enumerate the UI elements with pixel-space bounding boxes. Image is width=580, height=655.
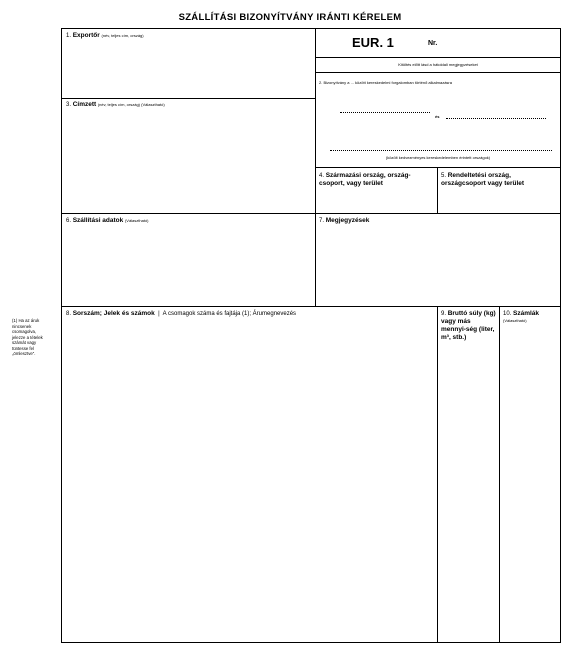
box-8-label-2: A csomagok száma és fajtája (1); Árumegnevezés <box>162 311 297 317</box>
box-5-number: 5. <box>441 173 447 179</box>
divider-4-5 <box>437 167 438 214</box>
box-2-and: és <box>435 114 440 119</box>
box-2-label: Bizonyítvány a ... között kereskedelmi forgalomban történő alkalmazásra <box>323 80 452 85</box>
box-4-origin <box>319 172 434 188</box>
box-9-weight <box>441 310 496 342</box>
nr-label: Nr. <box>428 40 438 47</box>
box-8-separator: | <box>158 311 160 317</box>
box-1-note: (név, teljes cím, ország) <box>101 33 144 38</box>
divider-1-3 <box>61 98 316 99</box>
box-4-label: Származási ország, ország-csoport, vagy terület <box>319 172 411 187</box>
box-4-number: 4. <box>319 173 325 179</box>
box-2-certificate <box>319 80 555 85</box>
box-2-number: 2. <box>319 80 323 85</box>
frame-left <box>61 28 62 643</box>
box-7-number: 7. <box>319 218 325 224</box>
divider-instr-2 <box>315 72 561 73</box>
box-1-label: Exportőr <box>72 32 100 39</box>
box-7-label: Megjegyzések <box>325 217 370 224</box>
form-title: SZÁLLÍTÁSI BIZONYÍTVÁNY IRÁNTI KÉRELEM <box>178 12 402 23</box>
box-10-number: 10. <box>503 311 512 317</box>
frame-bottom <box>61 642 561 643</box>
frame-top <box>61 28 561 29</box>
box-9-label: Bruttó súly (kg) vagy más mennyi-ség (liter, m³, stb.) <box>441 310 496 341</box>
divider-45-7 <box>315 213 561 214</box>
box-3-number: 3. <box>66 102 72 108</box>
eur-code: EUR. 1 <box>352 35 394 50</box>
box-8-items <box>66 310 434 318</box>
box-5-label: Rendeltetési ország, országcsoport vagy terület <box>441 172 525 187</box>
instruction-note: Kitöltés előtt lásd a hátoldali megjegyzéseket <box>398 62 478 67</box>
frame-right <box>560 28 561 643</box>
divider-upper-lower <box>61 306 561 307</box>
divider-2-4 <box>315 167 561 168</box>
box-10-label: Számlák <box>513 310 540 317</box>
box-10-invoices <box>503 310 558 325</box>
box-8-number: 8. <box>66 311 72 317</box>
box-6-note: (Választható) <box>124 218 149 223</box>
box-3-note: (név, teljes cím, ország) (Választható) <box>97 102 165 107</box>
box-2-dotline-right <box>446 118 546 119</box>
box-7-remarks <box>319 217 369 225</box>
box-1-number: 1. <box>66 33 72 39</box>
divider-eur-instr <box>315 57 561 58</box>
box-3-label: Címzett <box>72 101 97 108</box>
divider-9-10 <box>499 306 500 643</box>
box-6-transport <box>66 217 149 225</box>
divider-8-9 <box>437 306 438 643</box>
box-2-dotline-left <box>340 112 430 113</box>
box-9-number: 9. <box>441 311 447 317</box>
box-8-label: Sorszám; Jelek és számok <box>72 310 155 317</box>
box-3-consignee <box>66 101 165 109</box>
box-2-bottom-note: (közölt kedvezményes kereskedelemben érintett országok) <box>385 155 491 160</box>
box-6-label: Szállítási adatok <box>72 217 124 224</box>
box-10-note: (Választható) <box>503 318 527 323</box>
box-1-exporter <box>66 32 144 40</box>
side-footnote: (1) Ha az áruk nincsenek csomagolva, jelezze a tételek számát vagy tüntesse fel „ömlesztve”. <box>12 318 43 356</box>
divider-3-6 <box>61 213 316 214</box>
box-6-number: 6. <box>66 218 72 224</box>
box-5-destination <box>441 172 557 188</box>
box-2-dotline-bottom <box>330 150 552 151</box>
